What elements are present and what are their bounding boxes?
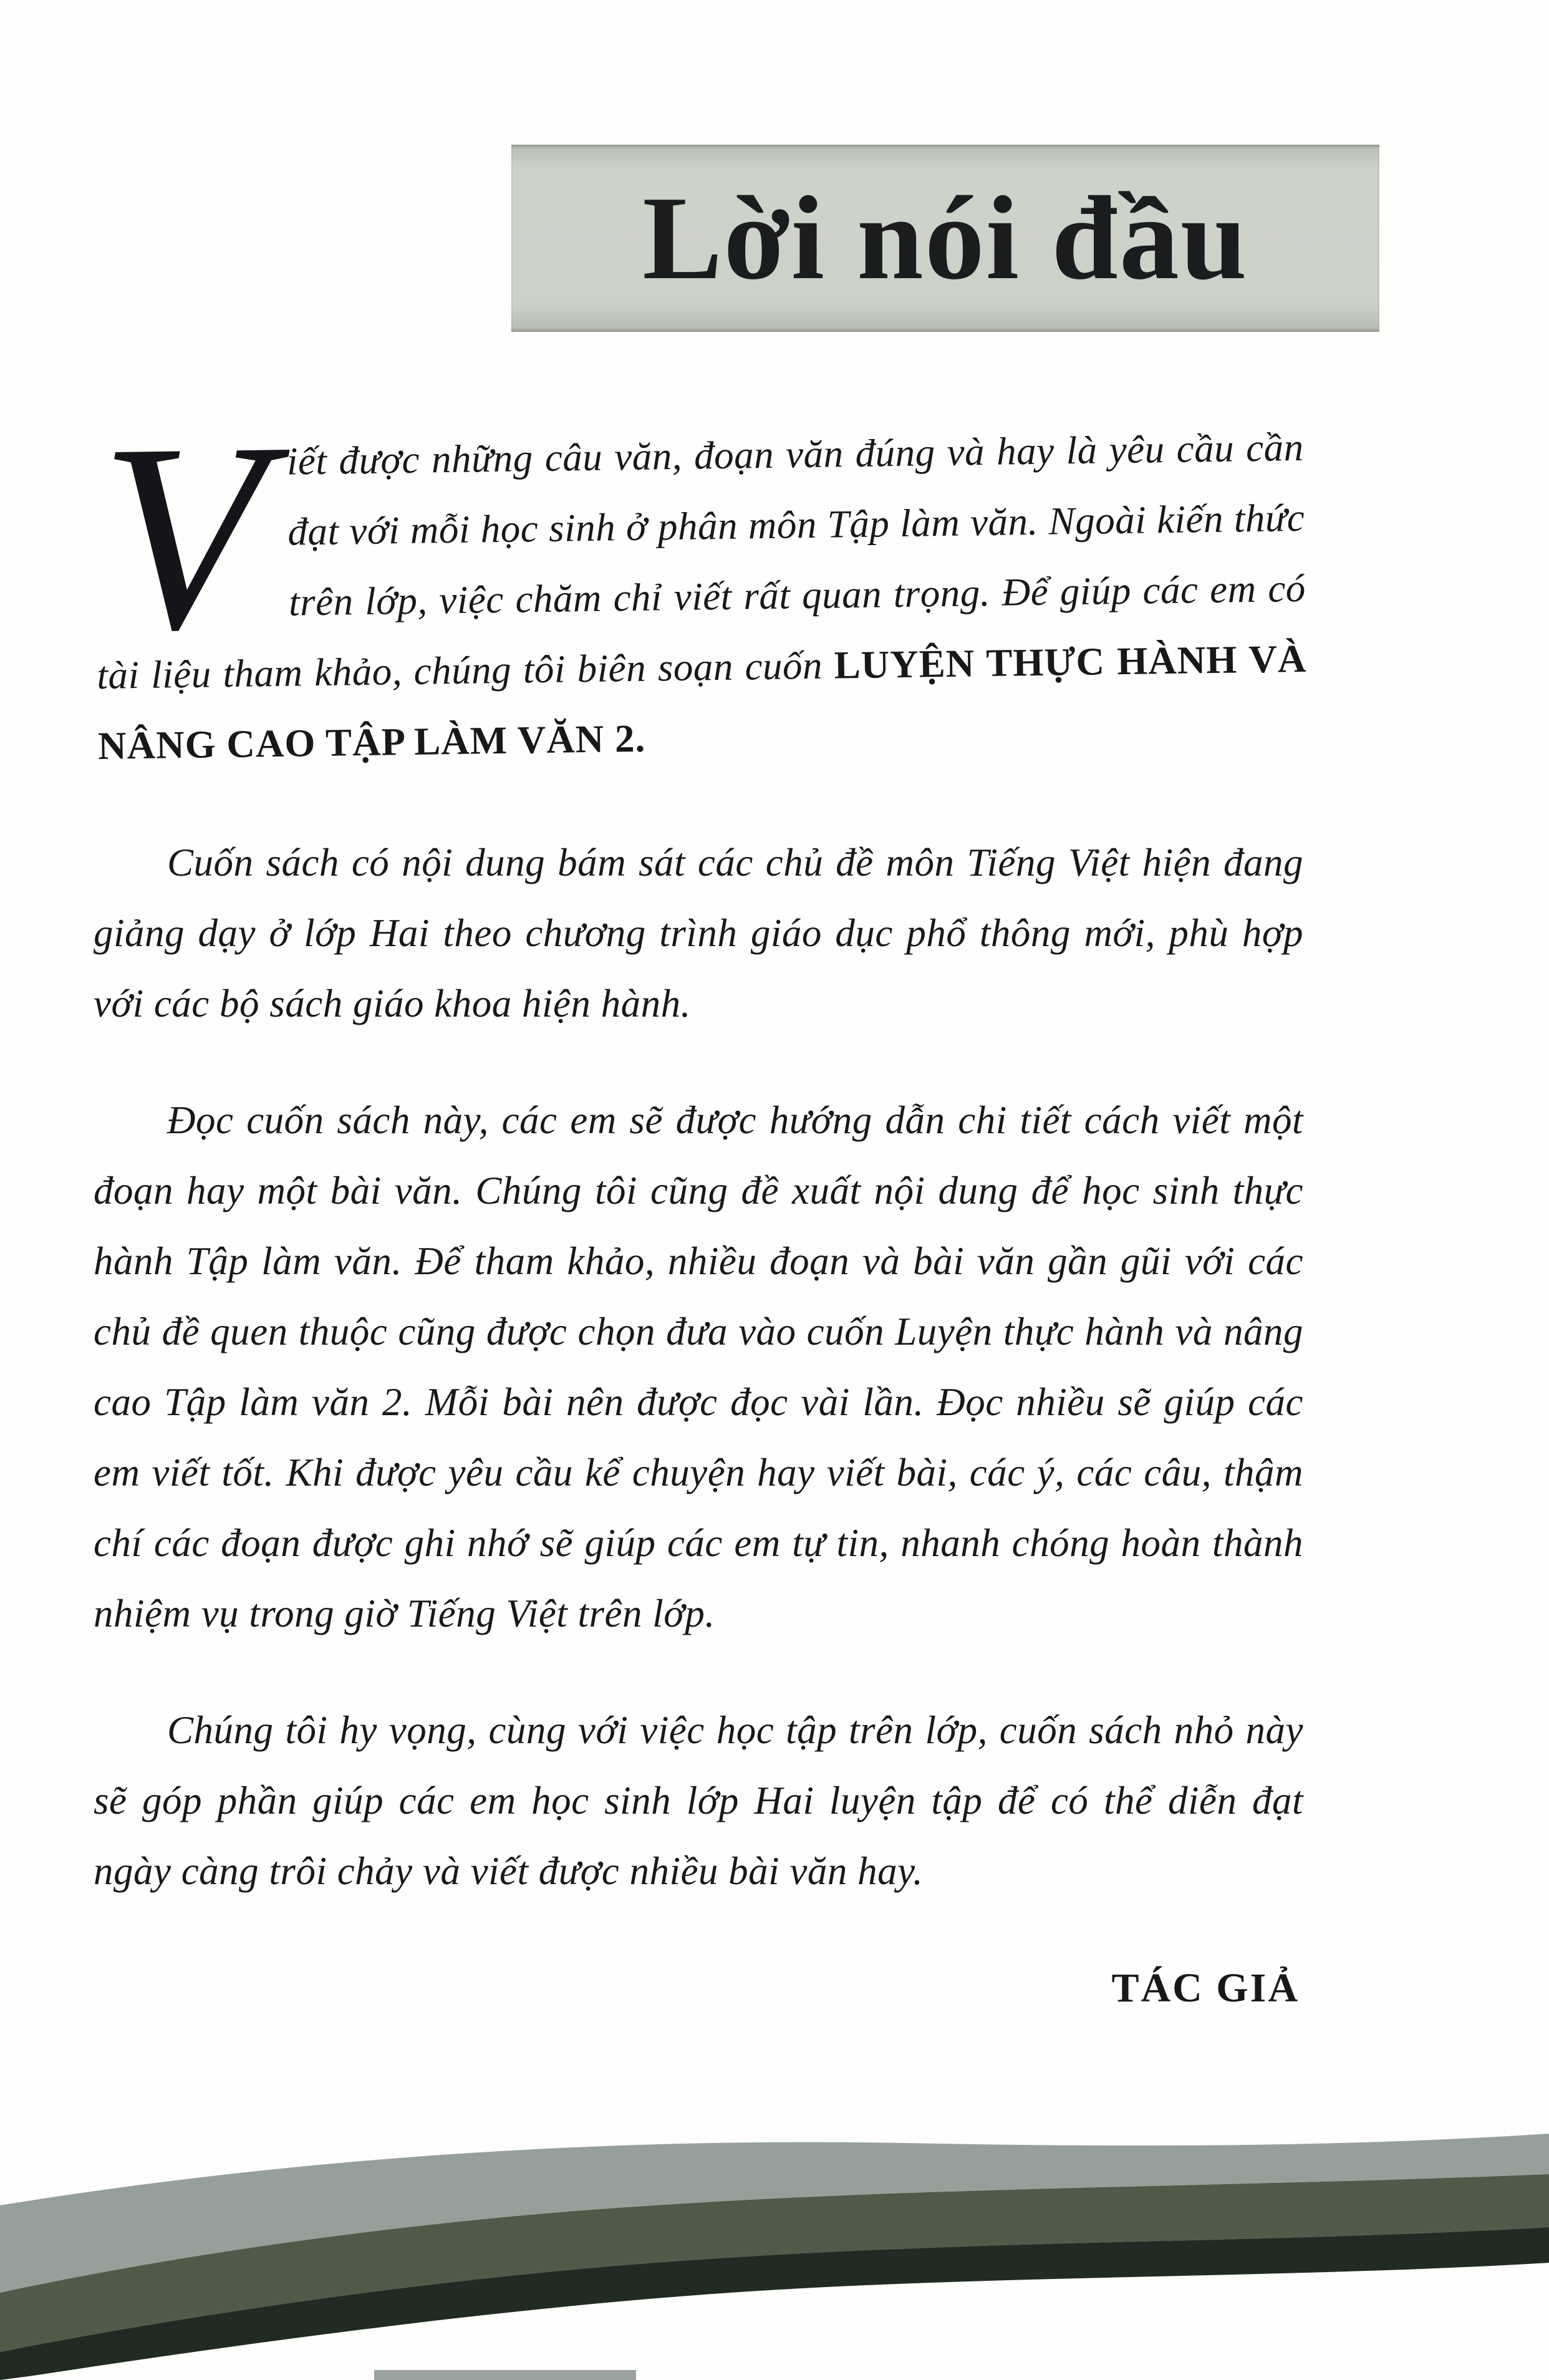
page-title: Lời nói đầu <box>642 172 1248 304</box>
bottom-edge-strip <box>374 2370 636 2380</box>
paragraph-3: Đọc cuốn sách này, các em sẽ được hướng dẫn chi tiết cách viết một đoạn hay một bài văn. Chúng tôi cũng đề xuất nội dung để học sinh thực hành Tập làm văn. Để tham khảo, nhiều đoạn và bài văn gần gũi với các chủ đề quen thuộc cũng được chọn đưa vào cuốn Luyện thực hành và nâng cao Tập làm văn 2. Mỗi bài nên được đọc vài lần. Đọc nhiều sẽ giúp các em viết tốt. Khi được yêu cầu kể chuyện hay viết bài, các ý, các câu, thậm chí các đoạn được ghi nhớ sẽ giúp các em tự tin, nhanh chóng hoàn thành nhiệm vụ trong giờ Tiếng Việt trên lớp. <box>94 1098 1303 1635</box>
paragraph-1 <box>94 387 1308 781</box>
dropcap-letter: V <box>99 387 268 687</box>
book-title-text: LUYỆN THỰC HÀNH VÀ NÂNG CAO TẬP LÀM VĂN 2. <box>97 636 1307 768</box>
paragraph-1-text: iết được những câu văn, đoạn văn đúng và hay là yêu cầu cần đạt với mỗi học sinh ở phân môn Tập làm văn. Ngoài kiến thức trên lớp, việc chăm chỉ viết rất quan trọng. Để giúp các em có tài liệu tham khảo, chúng tôi biên soạn cuốn <box>97 425 1306 697</box>
paragraph-4: Chúng tôi hy vọng, cùng với việc học tập trên lớp, cuốn sách nhỏ này sẽ góp phần giúp các em học sinh lớp Hai luyện tập để có thể diễn đạt ngày càng trôi chảy và viết được nhiều bài văn hay. <box>94 1708 1303 1893</box>
paragraph-2: Cuốn sách có nội dung bám sát các chủ đề môn Tiếng Việt hiện đang giảng dạy ở lớp Hai theo chương trình giáo dục phổ thông mới, phù hợp với các bộ sách giáo khoa hiện hành. <box>94 841 1303 1025</box>
author-signature: TÁC GIẢ <box>1111 1965 1300 2011</box>
decorative-waves-graphic <box>0 2099 1549 2380</box>
page-content <box>94 387 1307 2023</box>
title-banner <box>511 145 1379 332</box>
